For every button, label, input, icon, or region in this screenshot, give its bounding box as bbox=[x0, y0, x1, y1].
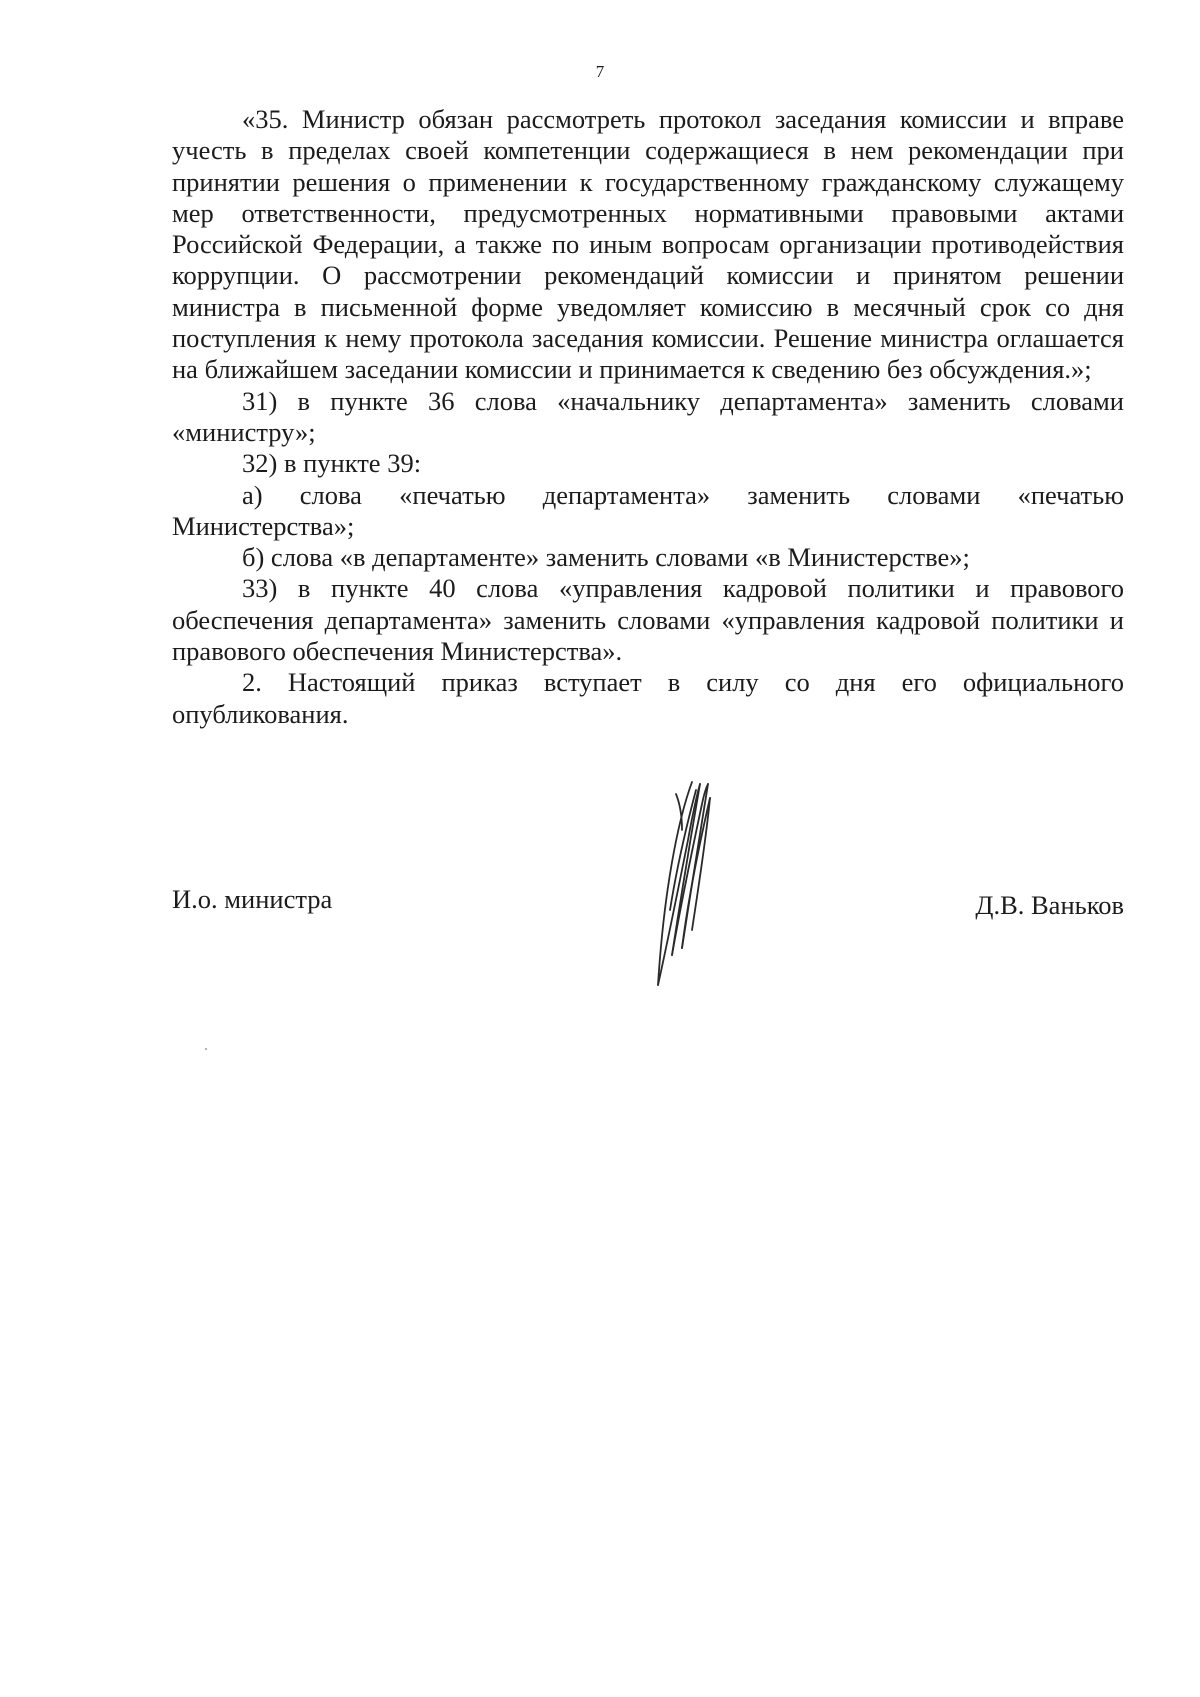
page-number: 7 bbox=[595, 62, 605, 81]
handwritten-signature bbox=[652, 780, 752, 995]
paragraph-item-35: «35. Министр обязан рассмотреть протокол заседания комиссии и вправе учесть в пределах своей компетенции содержащиеся в нем рекомендации при принятии решения о применении к государственному гражданскому служащему мер ответственности, предусмотренных нормативными правовыми актами Российской Федерации, а также по иным вопросам организации противодействия коррупции. О рассмотрении рекомендаций комиссии и принятом решении министра в письменной форме уведомляет комиссию в месячный срок со дня поступления к нему протокола заседания комиссии. Решение министра оглашается на ближайшем заседании комиссии и принимается к сведению без обсуждения.»; bbox=[172, 104, 1124, 385]
paragraph-item-32b: б) слова «в департаменте» заменить словами «в Министерстве»; bbox=[242, 542, 970, 573]
signatory-title: И.о. министра bbox=[172, 884, 333, 914]
signatory-name: Д.В. Ваньков bbox=[975, 890, 1124, 920]
paragraph-item-31: 31) в пункте 36 слова «начальнику департамента» заменить словами «министру»; bbox=[172, 385, 1124, 447]
paragraph-item-33: 33) в пункте 40 слова «управления кадровой политики и правового обеспечения департамента» заменить словами «управления кадровой политики и правового обеспечения Министерства». bbox=[172, 573, 1124, 667]
paragraph-item-32a: а) слова «печатью департамента» заменить словами «печатью Министерства»; bbox=[172, 479, 1124, 541]
scan-speck bbox=[205, 1048, 207, 1050]
paragraph-item-32: 32) в пункте 39: bbox=[242, 448, 422, 479]
document-body bbox=[172, 104, 1124, 730]
paragraph-effective-date: 2. Настоящий приказ вступает в силу со дня его официального опубликования. bbox=[172, 667, 1124, 729]
